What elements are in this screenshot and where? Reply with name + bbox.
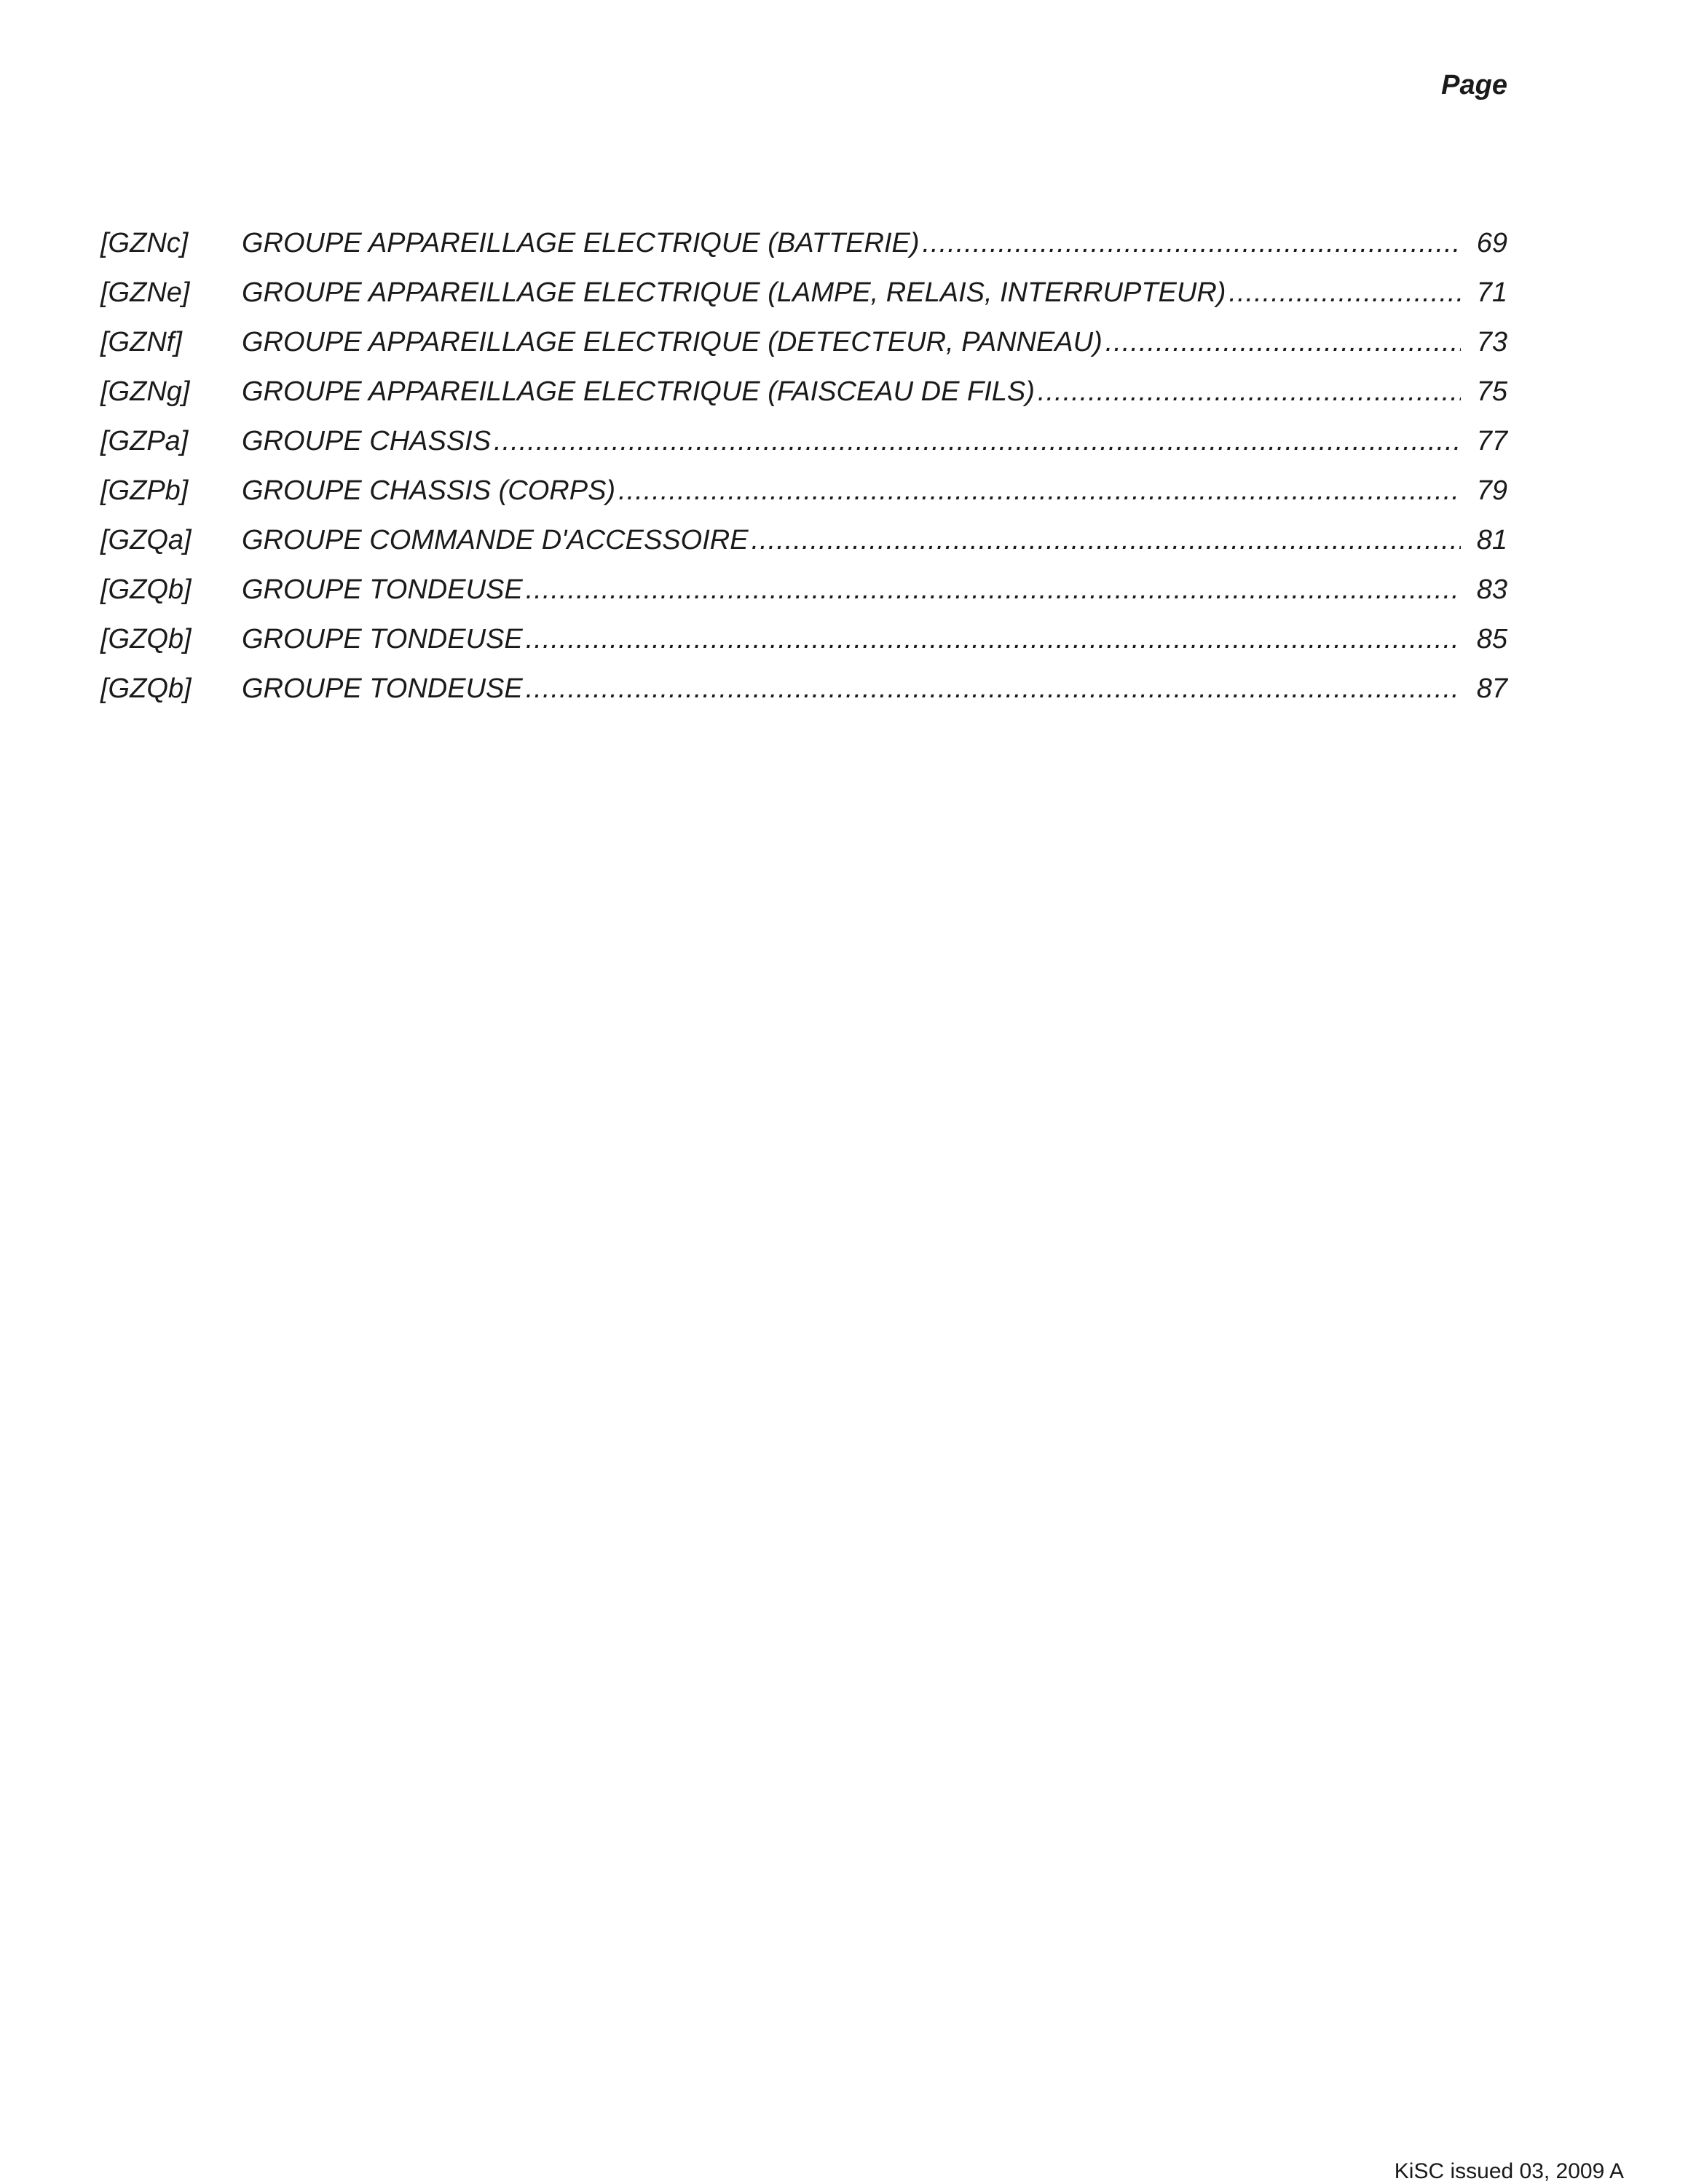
toc-entry[interactable] (100, 565, 1507, 614)
toc-entry-code: [GZPb] (100, 475, 189, 506)
toc-entry-code: [GZNf] (100, 327, 182, 357)
footer-issue-note: KiSC issued 03, 2009 A (1394, 2159, 1624, 2183)
toc-entry-page: 77 (1476, 426, 1507, 456)
dot-leader (923, 218, 1462, 268)
toc-entry-code: [GZNg] (100, 376, 190, 407)
dot-leader (526, 614, 1461, 664)
toc-entry-title: GROUPE TONDEUSE (242, 574, 523, 605)
toc-entry-page: 87 (1476, 673, 1507, 704)
toc-entry-title: GROUPE CHASSIS (CORPS) (242, 475, 616, 506)
toc-entry-page: 71 (1476, 277, 1507, 308)
toc-entry-page: 75 (1476, 376, 1507, 407)
dot-leader (494, 416, 1461, 466)
toc-entry-code: [GZNe] (100, 277, 190, 308)
toc-entry[interactable] (100, 218, 1507, 268)
toc-entry-page: 79 (1476, 475, 1507, 506)
toc-entry-code: [GZPa] (100, 426, 189, 456)
toc-entry-page: 83 (1476, 574, 1507, 605)
dot-leader (1038, 367, 1461, 416)
toc-entry-title: GROUPE TONDEUSE (242, 624, 523, 654)
dot-leader (526, 664, 1461, 713)
toc-entry[interactable] (100, 664, 1507, 713)
toc-entry-title: GROUPE COMMANDE D'ACCESSOIRE (242, 525, 749, 555)
page-column-header: Page (1441, 70, 1507, 100)
table-of-contents (100, 218, 1507, 713)
toc-entry-page: 85 (1476, 624, 1507, 654)
toc-entry[interactable] (100, 268, 1507, 317)
toc-entry-title: GROUPE APPAREILLAGE ELECTRIQUE (BATTERIE) (242, 228, 920, 258)
toc-entry-title: GROUPE TONDEUSE (242, 673, 523, 704)
toc-entry-code: [GZQb] (100, 574, 192, 605)
toc-entry-title: GROUPE CHASSIS (242, 426, 492, 456)
toc-entry[interactable] (100, 614, 1507, 664)
toc-entry[interactable] (100, 367, 1507, 416)
toc-entry-title: GROUPE APPAREILLAGE ELECTRIQUE (DETECTEUR, PANNEAU) (242, 327, 1103, 357)
toc-entry[interactable] (100, 317, 1507, 367)
dot-leader (618, 466, 1461, 515)
dot-leader (1105, 317, 1461, 367)
toc-entry-title: GROUPE APPAREILLAGE ELECTRIQUE (LAMPE, RELAIS, INTERRUPTEUR) (242, 277, 1226, 308)
dot-leader (1228, 268, 1461, 317)
toc-entry-page: 81 (1476, 525, 1507, 555)
toc-entry[interactable] (100, 416, 1507, 466)
toc-entry[interactable] (100, 515, 1507, 565)
toc-entry[interactable] (100, 466, 1507, 515)
toc-entry-code: [GZNc] (100, 228, 189, 258)
toc-entry-code: [GZQa] (100, 525, 192, 555)
toc-entry-code: [GZQb] (100, 673, 192, 704)
dot-leader (526, 565, 1461, 614)
dot-leader (752, 515, 1461, 565)
toc-entry-page: 73 (1476, 327, 1507, 357)
toc-entry-code: [GZQb] (100, 624, 192, 654)
toc-entry-page: 69 (1476, 228, 1507, 258)
toc-entry-title: GROUPE APPAREILLAGE ELECTRIQUE (FAISCEAU DE FILS) (242, 376, 1035, 407)
